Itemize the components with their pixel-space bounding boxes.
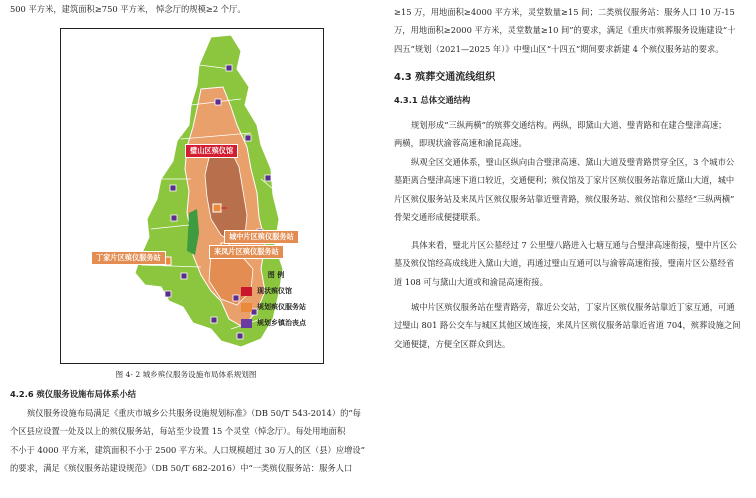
paragraph-line: 城中片区殡仪服务站在璧青路旁，靠近公交站，丁家片区殡仪服务站靠近丁家互通，可通 [411,302,735,312]
paragraph-line: 四五”规划（2021—2025 年）》中璧山区“十四五”期间要求新建 4 个殡仪服务站的要求。 [394,43,724,54]
figure-caption: 图 4- 2 城乡殡仪服务设施布局体系规划图 [115,370,257,379]
paragraph-line: 骨架交通形成便捷联系。 [394,211,486,222]
dingjia-station-label: 丁家片区殡仪服务站 [91,251,166,265]
legend-item-township-point [241,315,311,331]
facility-layout-map [60,28,324,364]
service-station-access-paragraph [394,298,756,353]
paragraph-line: 规划形成“三纵两横”的殡葬交通结构。两纵，即黛山大道、璧青路和在建合璧津高速； [411,120,727,130]
paragraph-line: 墓及殡仪馆经高成线进入黛山大道，再通过璧山互通可以与渝蓉高速衔接，璧南片区公墓经省 [394,258,735,269]
paragraph-line: 具体来看，璧北片区公墓经过 7 公里璧八路进入七塘互通与合璧津高速衔接，璧中片区公 [411,240,737,250]
paragraph-line: 过璧山 801 路公交车与城区其他区域连接，来凤片区殡仪服务站靠近省道 704，殡葬设施之间 [394,320,741,331]
right-column [384,0,756,498]
paragraph-line: 墓距离合璧津高速下道口较近，交通便利；殡仪馆及丁家片区殡仪服务站靠近黛山大道，城中 [394,175,735,186]
section-heading-4-2-6: 4.2.6 殡仪服务设施布局体系小结 [10,389,137,399]
paragraph-line: 交通便捷，方便全区群众到达。 [394,338,511,349]
legend-swatch-purple [241,319,252,328]
paragraph-line: 殡仪服务设施布局满足《重庆市城乡公共服务设施规划标准》（DB 50/T 543-2014）的“每 [27,408,361,418]
legend-label: 规划殡仪服务站 [257,303,306,311]
laifeng-station-label: 来凤片区殡仪服务站 [209,245,284,259]
legend-item-service-station [241,299,311,315]
section-heading-4-3: 4.3 殡葬交通流线组织 [394,72,496,83]
paragraph-line: 不小于 4000 平方米，建筑面积不小于 2500 平方米。人口规模超过 30 万人的区（县）应增设” [10,444,365,455]
legend-swatch-orange [241,303,252,312]
traffic-structure-paragraph [394,116,756,153]
paragraph-line: ≥15 万，用地面积≥4000 平方米，灵堂数量≥15 间；二类殡仪服务站：服务人口 10 万-15 [394,7,735,17]
paragraph-line: 万，用地面积≥2000 平方米，灵堂数量≥10 间”的要求，满足《重庆市殡葬服务设施建设“十 [394,25,736,36]
city-center-station-marker [213,204,221,212]
legend-title: 图 例 [267,271,285,279]
paragraph-line: 个区县应设置一处及以上的殡仪服务站，每站至少设置 15 个灵堂（悼念厅）。每处用地面积 [10,426,346,437]
paragraph-line: 两横，即现状渝蓉高速和渝昆高速。 [394,138,527,149]
paragraph-line: 的要求，满足《殡仪服务站建设规范》（DB 50/T 682-2016）中“一类殡仪服务站：服务人口 [10,462,353,473]
subsection-heading-4-3-1: 4.3.1 总体交通结构 [394,95,471,105]
paragraph-line: 纵观全区交通体系，璧山区纵向由合璧津高速、黛山大道及璧青路贯穿全区，3 个城市公 [411,157,735,167]
funeral-home-label: 璧山区殡仪馆 [185,144,238,158]
traffic-system-paragraph [394,153,756,226]
legend-label: 规划乡镇治丧点 [257,319,306,327]
left-top-line: 500 平方米，建筑面积≥750 平方米， 悼念厅的规模≥2 个厅。 [10,4,246,14]
map-legend [241,267,311,331]
legend-swatch-red [241,287,252,296]
continued-paragraph [394,3,756,58]
paragraph-line: 道 108 可与黛山大道或和渝昆高速衔接。 [394,276,548,287]
left-column [0,0,372,498]
city-center-station-label: 城中片区殡仪服务站 [224,230,299,244]
legend-label: 现状殡仪馆 [257,287,292,295]
summary-paragraph [10,404,366,477]
specific-connection-paragraph [394,236,756,291]
legend-item-funeral-home [241,283,311,299]
paragraph-line: 片区殡仪服务站及来凤片区殡仪服务站靠近璧青路，殡仪服务站、殡仪馆和公墓经“三纵两横” [394,193,735,204]
